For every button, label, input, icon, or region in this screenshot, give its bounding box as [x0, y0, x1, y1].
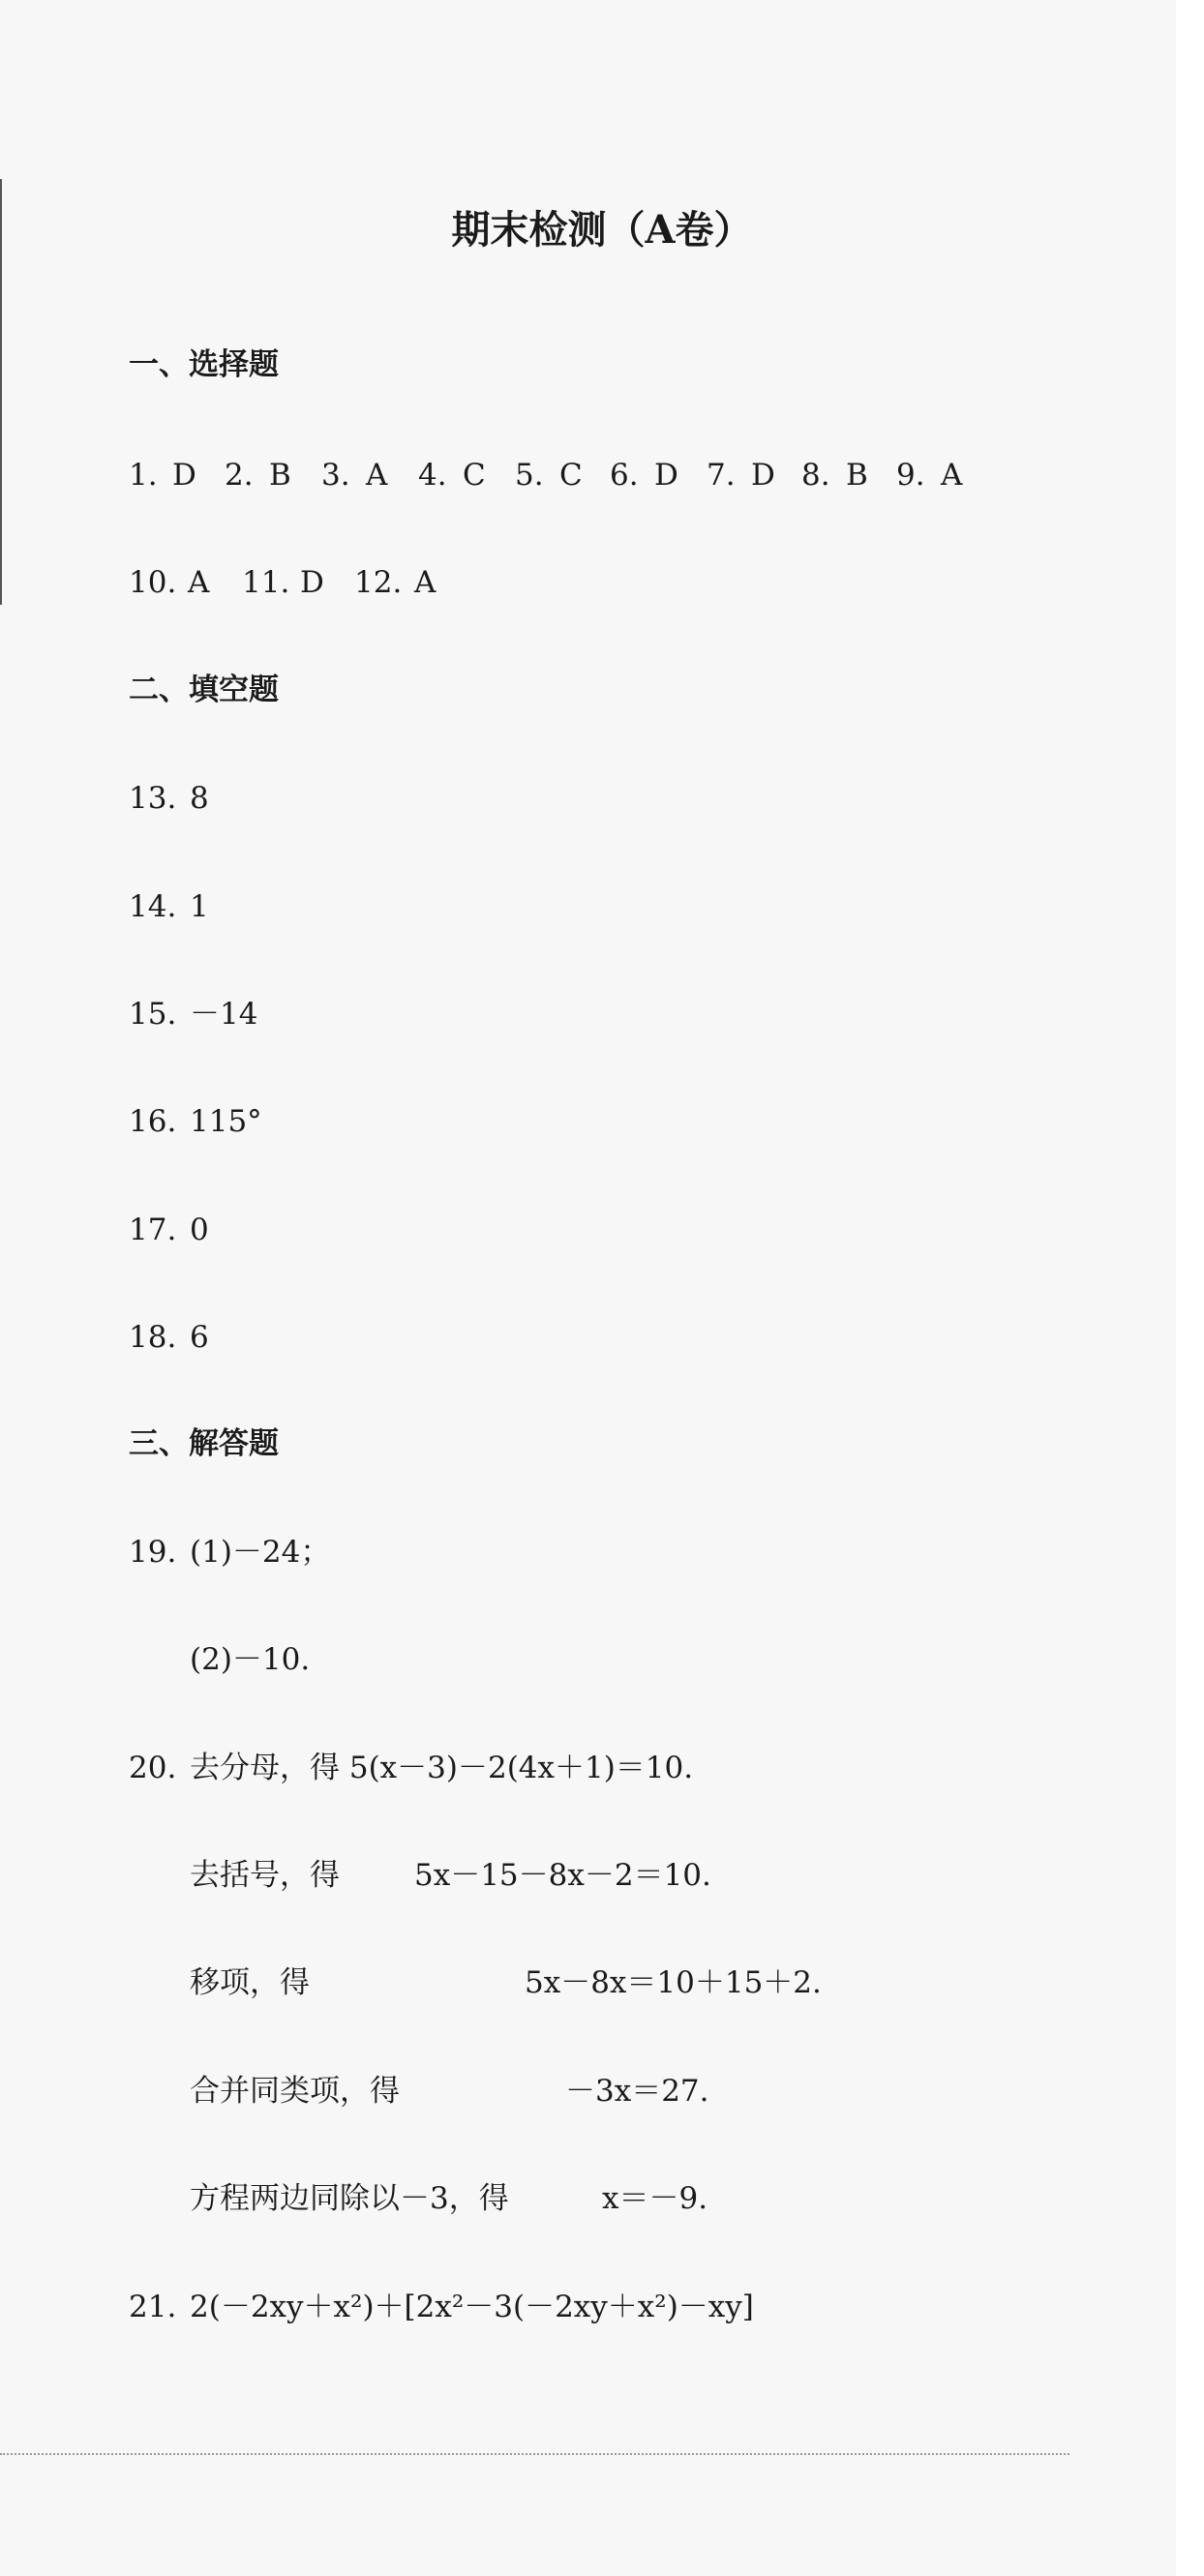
dotted-divider [0, 2453, 1069, 2455]
question-number: 15. [129, 997, 177, 1032]
question-number: 7. [707, 458, 736, 493]
question-number: 6. [610, 458, 639, 493]
answer: C [463, 458, 486, 493]
step-2-label: 去括号，得 [190, 1858, 340, 1893]
answer: B [269, 458, 291, 493]
question-number: 2. [225, 458, 254, 493]
question-number: 1. [129, 458, 158, 493]
question-number: 19. [129, 1535, 177, 1570]
step-3-label: 移项，得 [190, 1965, 310, 2000]
page-margin [1176, 0, 1204, 2576]
answer: C [559, 458, 583, 493]
question-number: 8. [801, 458, 830, 493]
question-number: 3. [321, 458, 350, 493]
step-3-equation: 5x－8x＝10＋15＋2. [525, 1965, 822, 2000]
question-number: 9. [896, 458, 925, 493]
answer: B [846, 458, 868, 493]
answer: D [654, 458, 678, 493]
question-number: 13. [129, 781, 177, 816]
step-5-equation: x＝－9. [602, 2181, 708, 2216]
answer: 6 [190, 1320, 209, 1355]
question-number: 18. [129, 1320, 177, 1355]
answer: A [941, 458, 963, 493]
answer: D [172, 458, 196, 493]
answer: 0 [190, 1213, 209, 1247]
answer: D [751, 458, 775, 493]
expression: 2(－2xy＋x²)＋[2x²－3(－2xy＋x²)－xy] [190, 2290, 754, 2324]
answer: －14 [190, 997, 258, 1032]
answer: 1 [190, 889, 209, 924]
question-number: 10. [129, 565, 177, 600]
question-number: 14. [129, 889, 177, 924]
answer: A [414, 565, 436, 600]
answer: A [366, 458, 388, 493]
step-5-label: 方程两边同除以－3，得 [190, 2181, 509, 2216]
question-number: 17. [129, 1213, 177, 1247]
question-number: 12. [354, 565, 403, 600]
section-heading-fill: 二、填空题 [129, 673, 279, 707]
section-heading-choice: 一、选择题 [129, 347, 279, 382]
answer: 115° [190, 1104, 262, 1139]
question-number: 5. [515, 458, 544, 493]
section-heading-solve: 三、解答题 [129, 1426, 279, 1461]
step-1: 去分母，得 5(x－3)－2(4x＋1)＝10. [190, 1751, 694, 1785]
question-number: 16. [129, 1104, 177, 1139]
step-2-equation: 5x－15－8x－2＝10. [414, 1858, 711, 1893]
answer-part-2: (2)－10. [190, 1642, 311, 1677]
question-number: 4. [418, 458, 447, 493]
page-title: 期末检测（A卷） [451, 207, 753, 253]
step-4-equation: －3x＝27. [565, 2074, 709, 2109]
answer: 8 [190, 781, 209, 816]
answer-part-1: (1)－24； [190, 1535, 331, 1570]
step-4-label: 合并同类项，得 [190, 2074, 400, 2109]
answer: A [188, 565, 210, 600]
question-number: 11. [242, 565, 290, 600]
question-number: 21. [129, 2290, 177, 2324]
question-number: 20. [129, 1751, 177, 1785]
answer: D [300, 565, 324, 600]
